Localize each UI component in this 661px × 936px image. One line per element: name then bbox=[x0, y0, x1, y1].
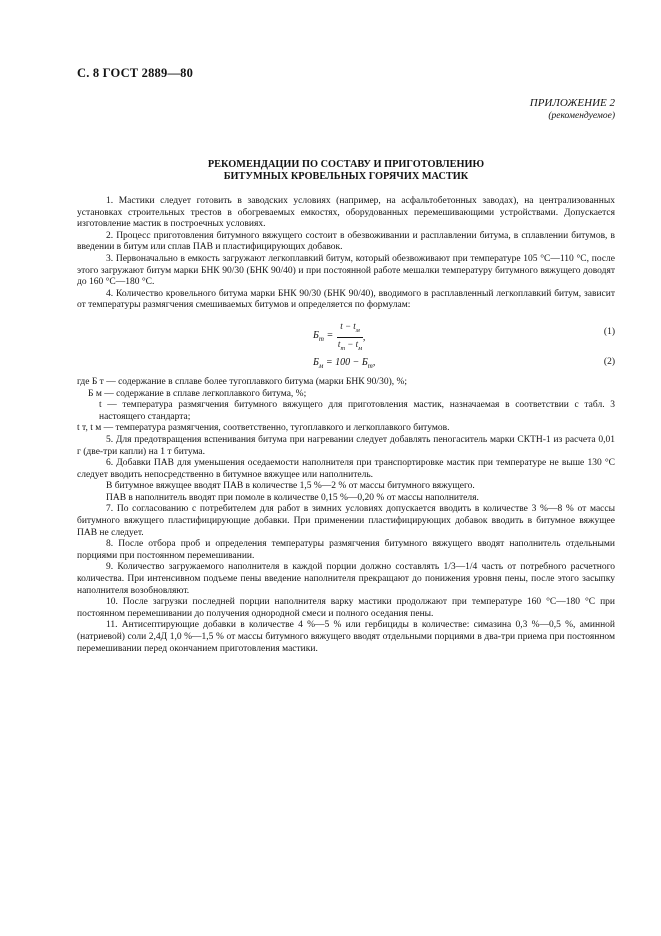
paragraph-7: 7. По согласованию с потребителем для работ в зимних условиях допускается вводить в количестве 3 %—8 % от массы битумного вяжущего пластифицирующие добавки. При применении пластифицирующих добавок вводить в битумное вяжущее ПАВ не следует. bbox=[77, 504, 615, 538]
page-header: С. 8 ГОСТ 2889—80 bbox=[77, 66, 194, 80]
paragraph-9: 9. Количество загружаемого наполнителя в каждой порции должно составлять 1/3—1/4 часть от потребного расчетного количества. При интенсивном подъеме пены введение наполнителя прекращают до понижения уровня пены, после этого засыпку наполнителя возобновляют. bbox=[77, 562, 615, 596]
paragraph-1: 1. Мастики следует готовить в заводских условиях (например, на асфальтобетонных заводах), на централизованных установках строительных трестов в обогреваемых емкостях, оборудованных перемешивающими устройствами. Допускается изготовление мастик в построечных условиях. bbox=[77, 196, 615, 230]
paragraph-4: 4. Количество кровельного битума марки БНК 90/30 (БНК 90/40), вводимого в расплавленный легкоплавкий битум, зависит от температуры размягчения смешиваемых битумов и определяется по формулам: bbox=[77, 288, 615, 311]
document-title bbox=[77, 159, 615, 182]
formula-1: $Б_т$ = $\frac{t - t_м}{t_т - t_м}$ , (1) bbox=[77, 315, 615, 355]
paragraph-5: 5. Для предотвращения вспенивания битума при нагревании следует добавлять пеногаситель марки СКТН-1 из расчета 0,01 г (две-три капли) на 1 т битума. bbox=[77, 434, 615, 457]
paragraph-3: 3. Первоначально в емкость загружают легкоплавкий битум, который обезвоживают при температуре 105 °С—110 °С, после этого загружают битум марки БНК 90/30 (БНК 90/40) и при постоянной работе мешалки температуру битумного вяжущего доводят до 160 °С—180 °С. bbox=[77, 253, 615, 288]
formula-2-number: (2) bbox=[603, 356, 615, 367]
appendix-status: (рекомендуемое) bbox=[548, 111, 615, 121]
paragraph-6: 6. Добавки ПАВ для уменьшения оседаемости наполнителя при транспортировке мастик при температуре не выше 130 °С следует вводить непосредственно в битумное вяжущее или наполнитель. bbox=[77, 458, 615, 480]
where-line-1: где Б т — содержание в сплаве более тугоплавкого битума (марки БНК 90/30), %; bbox=[77, 376, 408, 387]
paragraph-10: 10. После загрузки последней порции наполнителя варку мастики продолжают при температуре 160 °С—180 °С при постоянном перемешивании до получения однородной смеси и полного оседания пены. bbox=[77, 597, 615, 619]
paragraph-11: 11. Антисептирующие добавки в количестве 4 %—5 % или гербициды в количестве: симазина 0,3 %—0,5 %, аминной (натриевой) соли 2,4Д 1,0 %—1,5 % от массы битумного вяжущего вводят отдельными порциями в два-три приема при постоянном перемешивании перед окончанием приготовления мастики. bbox=[77, 620, 615, 654]
formula-1-fraction: $\frac{t - t_м}{t_т - t_м}$ bbox=[337, 320, 363, 353]
title-line-1: РЕКОМЕНДАЦИИ ПО СОСТАВУ И ПРИГОТОВЛЕНИЮ bbox=[207, 159, 485, 170]
title-line-2: БИТУМНЫХ КРОВЕЛЬНЫХ ГОРЯЧИХ МАСТИК bbox=[223, 170, 469, 182]
paragraph-6a: В битумное вяжущее вводят ПАВ в количестве 1,5 %—2 % от массы битумного вяжущего. bbox=[106, 481, 475, 492]
where-line-3: t — температура размягчения битумного вяжущего для приготовления мастик, назначаемая в соответствии с табл. 3 настоящего стандарта; bbox=[99, 400, 615, 422]
formula-1-number: (1) bbox=[603, 326, 615, 337]
formula-1-lhs: $Б_т$ = bbox=[313, 330, 334, 344]
where-line-4: t т, t м — температура размягчения, соответственно, тугоплавкого и легкоплавкого битумов. bbox=[77, 423, 450, 434]
where-line-2: Б м — содержание в сплаве легкоплавкого битума, %; bbox=[88, 388, 307, 399]
paragraph-2: 2. Процесс приготовления битумного вяжущего состоит в обезвоживании и расплавлении битума, в сплавлении битумов, в введении в битум или сплав ПАВ и пластифицирующих добавок. bbox=[77, 230, 615, 253]
paragraph-6b: ПАВ в наполнитель вводят при помоле в количестве 0,15 %—0,20 % от массы наполнителя. bbox=[106, 492, 479, 503]
appendix-title: ПРИЛОЖЕНИЕ 2 bbox=[529, 97, 615, 109]
paragraph-8: 8. После отбора проб и определения температуры размягчения битумного вяжущего вводят наполнитель отдельными порциями при постоянном перемешивании. bbox=[77, 539, 615, 561]
document-body bbox=[77, 196, 615, 655]
appendix-label bbox=[530, 97, 615, 123]
formula-2: $Б_м = 100 - Б_т$, (2) bbox=[313, 356, 615, 370]
